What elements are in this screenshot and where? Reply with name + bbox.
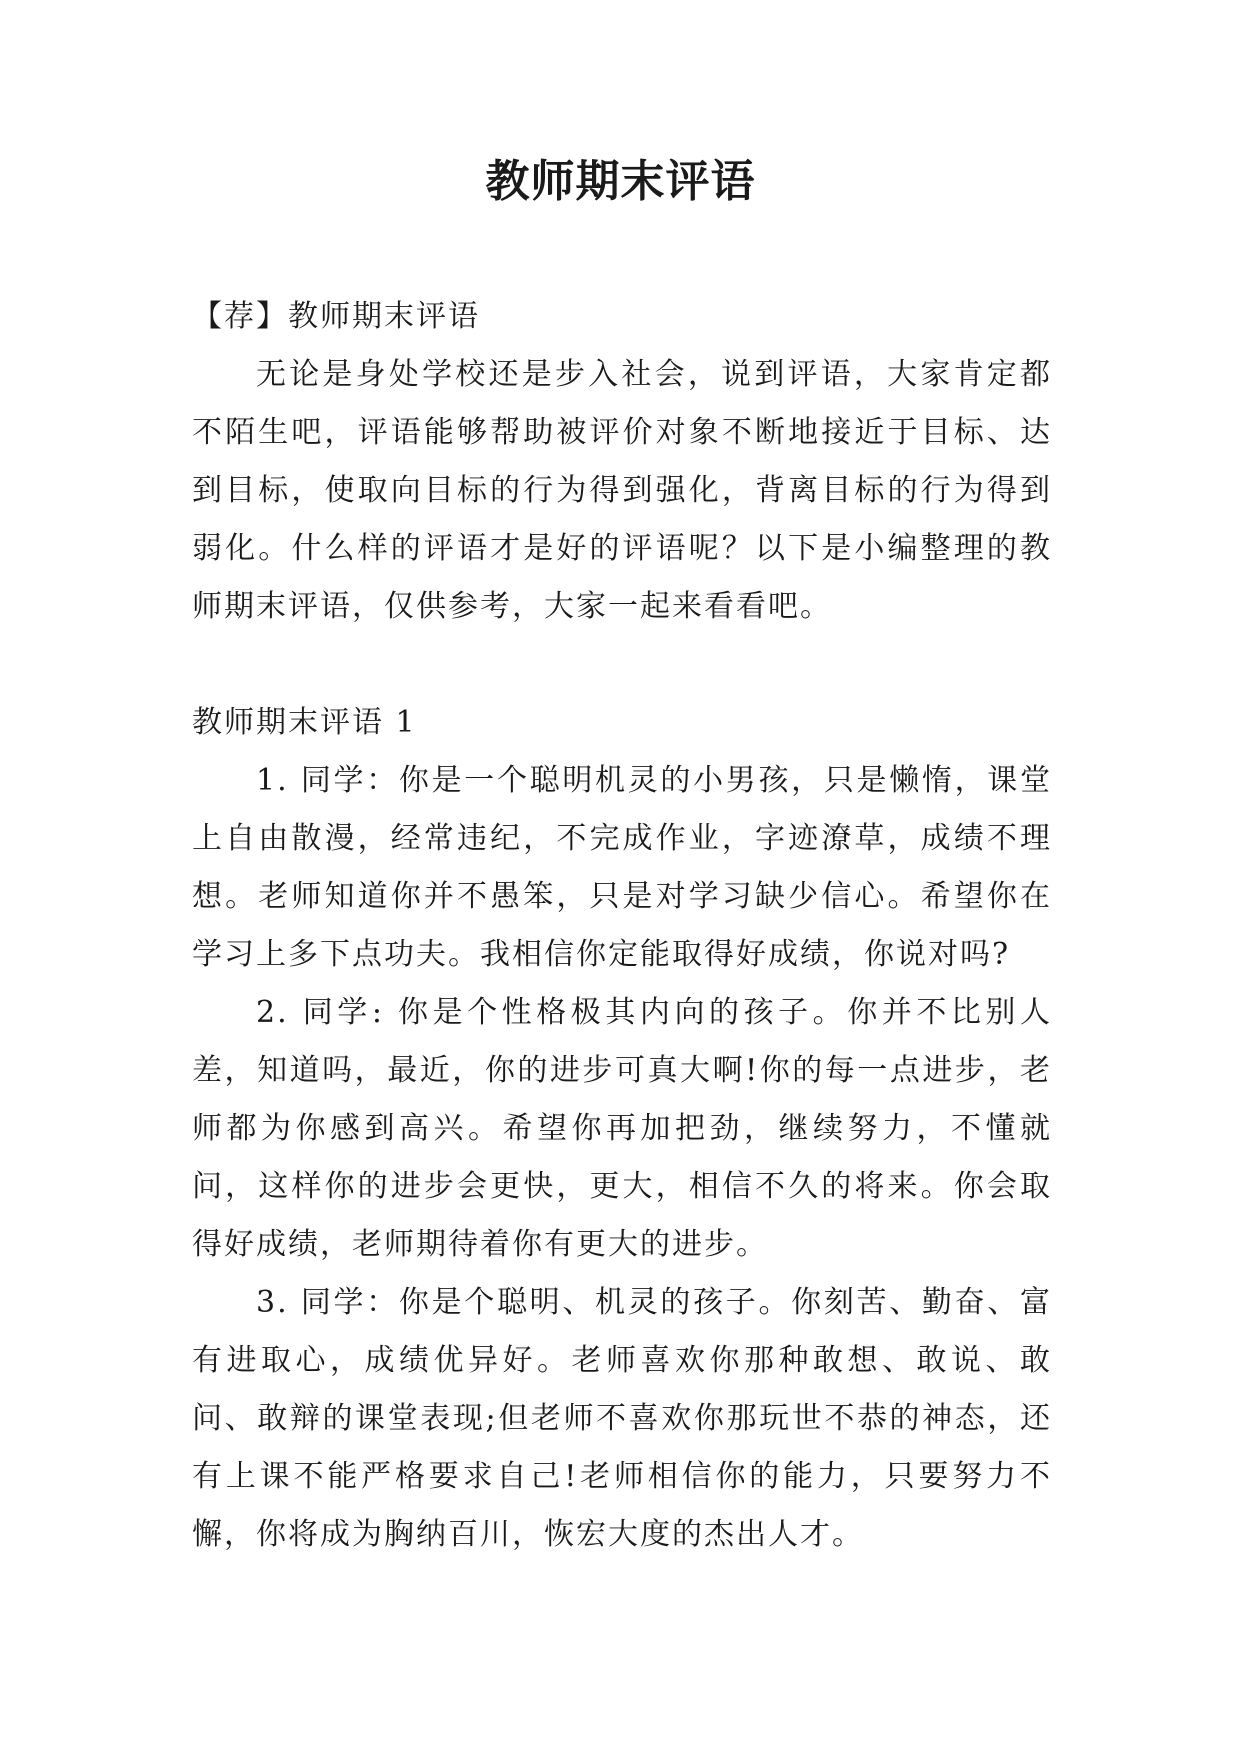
document-title: 教师期末评语 (485, 156, 756, 207)
section-heading: 教师期末评语 1 (192, 705, 417, 740)
paragraph-spacer (192, 636, 1052, 694)
comment-paragraph-1: 1. 同学：你是一个聪明机灵的小男孩，只是懒惰，课堂上自由散漫，经常违纪，不完成作业，字迹潦草，成绩不理想。老师知道你并不愚笨，只是对学习缺少信心。希望你在学习上多下点功夫。我相信你定能取得好成绩，你说对吗? (192, 763, 1052, 972)
document-body (192, 288, 1052, 1564)
comment-paragraph-3: 3. 同学：你是个聪明、机灵的孩子。你刻苦、勤奋、富有进取心，成绩优异好。老师喜欢你那种敢想、敢说、敢问、敢辩的课堂表现;但老师不喜欢你那玩世不恭的神态，还有上课不能严格要求自己!老师相信你的能力，只要努力不懈，你将成为胸纳百川，恢宏大度的杰出人才。 (192, 1285, 1052, 1552)
comment-paragraph-2: 2. 同学: 你是个性格极其内向的孩子。你并不比别人差，知道吗，最近，你的进步可真大啊!你的每一点进步，老师都为你感到高兴。希望你再加把劲，继续努力，不懂就问，这样你的进步会更快，更大，相信不久的将来。你会取得好成绩，老师期待着你有更大的进步。 (192, 995, 1052, 1262)
recommend-line: 【荐】教师期末评语 (192, 299, 480, 334)
intro-paragraph: 无论是身处学校还是步入社会，说到评语，大家肯定都不陌生吧，评语能够帮助被评价对象不断地接近于目标、达到目标，使取向目标的行为得到强化，背离目标的行为得到弱化。什么样的评语才是好的评语呢？以下是小编整理的教师期末评语，仅供参考，大家一起来看看吧。 (192, 357, 1052, 624)
